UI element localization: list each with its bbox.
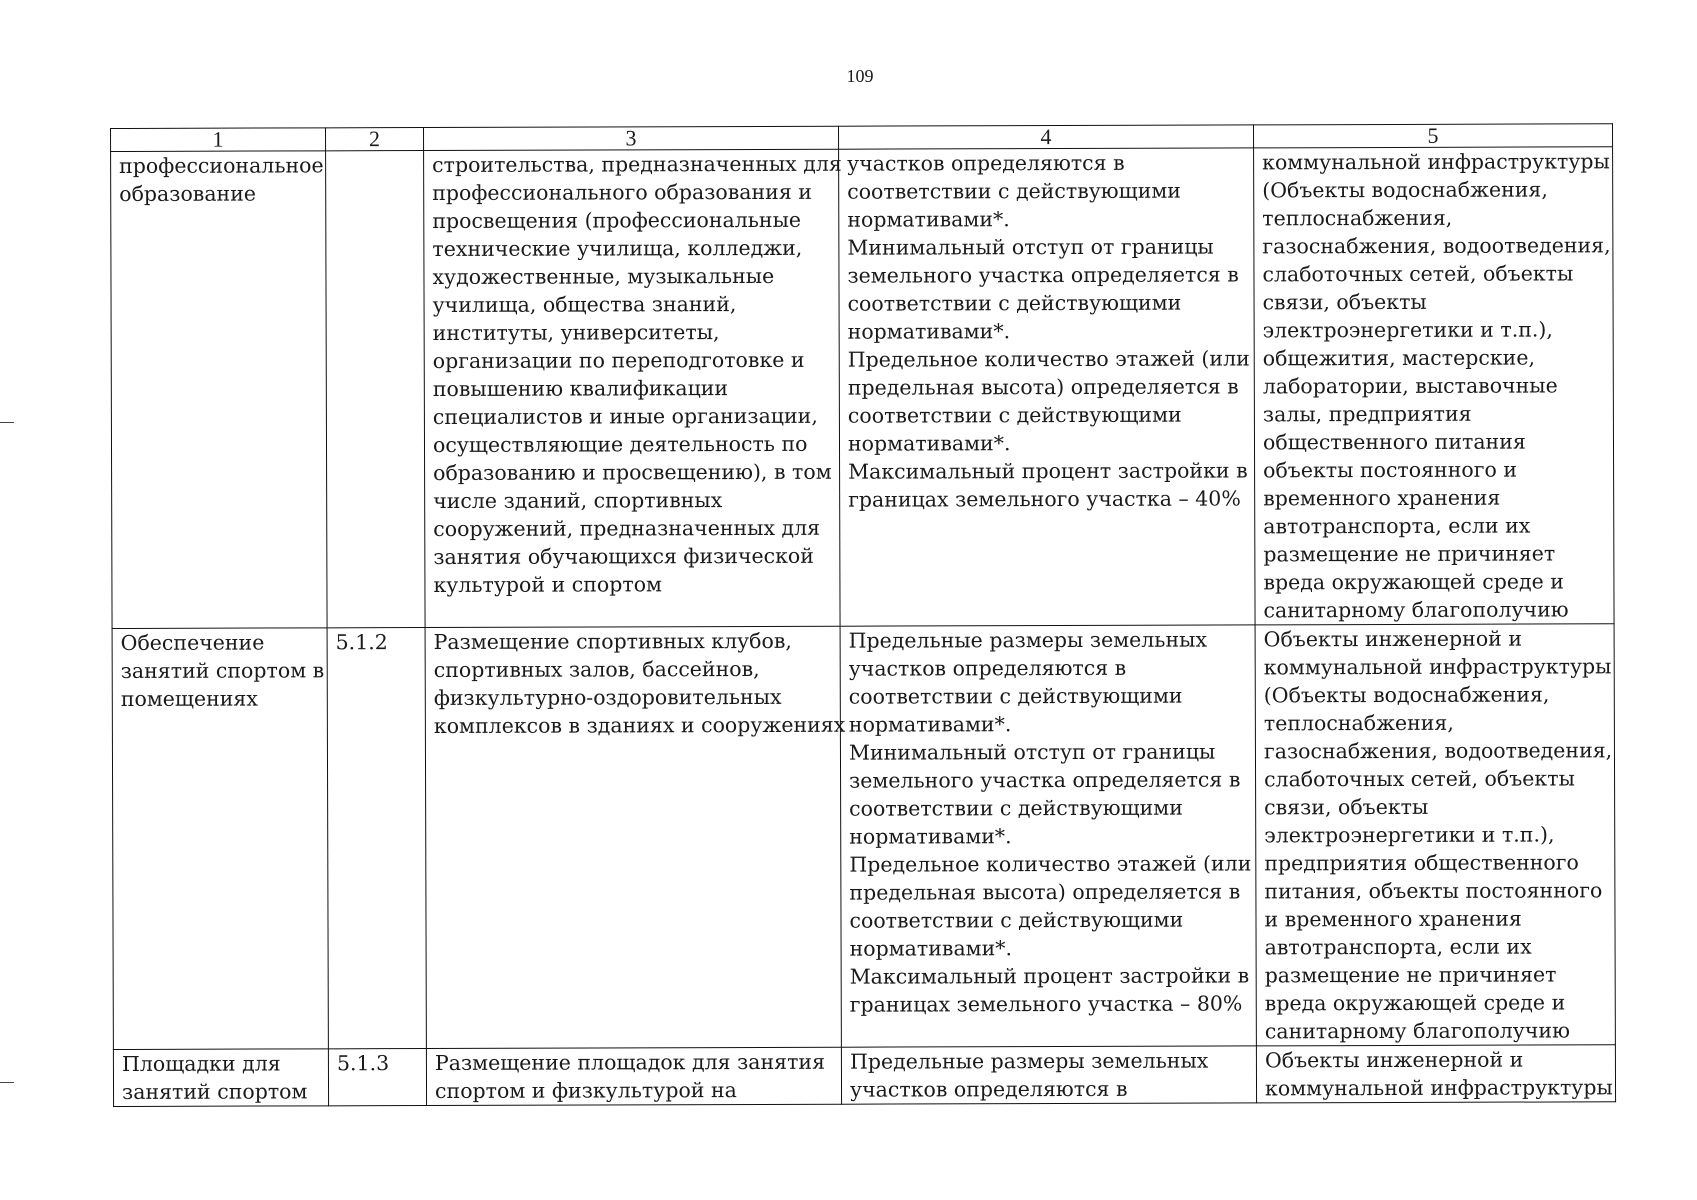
cell-text-line: соответствии с действующими (849, 907, 1184, 933)
cell-text-line: электроэнергетики и т.п.), (1264, 822, 1555, 848)
cell-text-line: соответствии с действующими (847, 290, 1182, 316)
cell-text-line: нормативами*. (849, 936, 1013, 961)
cell-text-line: вреда окружающей среде и (1264, 990, 1566, 1016)
column-header: 1 (111, 128, 326, 152)
cell-text-line: газоснабжения, водоотведения, (1262, 233, 1611, 259)
cell-text-line: участков определяются в (847, 150, 1125, 176)
cell-text-line: осуществляющие деятельность по (432, 431, 808, 457)
use-description-cell (426, 1047, 841, 1105)
use-name-cell (112, 628, 328, 1050)
cell-text-line: предельная высота) определяется в (847, 374, 1239, 400)
cell-text-line: занятий спортом в (120, 658, 325, 683)
cell-text-line: Предельные размеры земельных (848, 627, 1208, 653)
table-row (113, 1045, 1615, 1107)
auxiliary-uses-cell (1256, 1045, 1615, 1103)
cell-text-line: соответствии с действующими (847, 402, 1182, 428)
cell-text-line: Предельные размеры земельных (849, 1048, 1209, 1074)
cell-text-line: числе зданий, спортивных (433, 488, 723, 513)
cell-text-line: (Объекты водоснабжения, (1262, 177, 1548, 203)
cell-text-line: Площадки для (121, 1051, 281, 1076)
cell-text-line: соответствии с действующими (849, 795, 1183, 821)
cell-text-line: слаботочных сетей, объекты (1264, 766, 1575, 792)
cell-text-line: специалистов и иные организации, (432, 403, 818, 429)
cell-text-line: строительства, предназначенных для (432, 151, 842, 177)
cell-text-line: нормативами*. (847, 207, 1010, 232)
use-description-cell (425, 626, 846, 1048)
cell-text-line: образование (119, 181, 257, 206)
cell-text-line: училища, общества знаний, (432, 292, 737, 317)
cell-text-line: связи, объекты (1264, 794, 1429, 820)
cell-text-line: вреда окружающей среде и (1263, 569, 1564, 595)
cell-text-line: Размещение площадок для занятия (434, 1049, 826, 1075)
parameters-cell (841, 1046, 1256, 1104)
cell-text-line: (Объекты водоснабжения, (1263, 682, 1550, 708)
cell-text-line: и временного хранения (1264, 906, 1522, 932)
cell-text-line: профессиональное (119, 153, 324, 178)
column-header: 4 (838, 125, 1253, 149)
cell-text-line: слаботочных сетей, объекты (1262, 261, 1574, 287)
cell-text-line: временного хранения (1263, 485, 1501, 511)
cell-text-line: границах земельного участка – 40% (848, 486, 1241, 512)
cell-text-line: автотранспорта, если их (1264, 934, 1532, 960)
cell-text-line: культурой и спортом (433, 572, 663, 597)
cell-text-line: помещениях (120, 686, 258, 711)
scan-edge-mark (0, 1082, 14, 1083)
cell-text-line: питания, объекты постоянного (1264, 878, 1603, 904)
cell-text-line: профессионального образования и (432, 179, 812, 205)
cell-text-line: предприятия общественного (1264, 850, 1579, 876)
cell-text-line: размещение не причиняет (1263, 541, 1556, 567)
cell-text-line: Минимальный отступ от границы (848, 739, 1216, 765)
page-number: 109 (846, 66, 874, 86)
cell-text-line: соответствии с действующими (848, 683, 1183, 709)
cell-text-line: автотранспорта, если их (1263, 513, 1531, 539)
cell-text-line: участков определяются в (849, 1076, 1128, 1102)
regulation-table (110, 123, 1616, 1107)
cell-text-line: Минимальный отступ от границы (847, 234, 1214, 260)
cell-text-line: образованию и просвещению), в том (433, 459, 832, 485)
cell-text-line: занятий спортом (121, 1079, 308, 1104)
column-header: 3 (424, 126, 839, 150)
cell-text-line: нормативами*. (848, 712, 1012, 737)
cell-text-line: комплексов в зданиях и сооружениях (433, 712, 846, 738)
cell-text-line: художественные, музыкальные (432, 263, 775, 289)
table-row (111, 147, 1614, 629)
cell-text-line: земельного участка определяется в (849, 767, 1241, 793)
cell-text-line: коммунальной инфраструктуры (1264, 1075, 1613, 1101)
column-header: 2 (326, 128, 424, 151)
cell-text-line: спортом и физкультурой на (434, 1078, 737, 1103)
cell-text-line: санитарному благополучию (1264, 1018, 1570, 1044)
cell-text-line: коммунальной инфраструктуры (1263, 654, 1612, 680)
scan-edge-mark (0, 422, 14, 423)
cell-text-line: участков определяются в (848, 655, 1127, 681)
cell-text-line: Объекты инженерной и (1263, 626, 1523, 652)
cell-text-line: теплоснабжения, (1262, 205, 1453, 231)
cell-text-line: институты, университеты, (432, 320, 720, 345)
cell-text-line: коммунальной инфраструктуры (1262, 149, 1610, 175)
cell-text-line: Максимальный процент застройки в (848, 458, 1248, 484)
cell-text-line: Предельное количество этажей (или (849, 851, 1252, 877)
cell-text-line: земельного участка определяется в (847, 262, 1239, 288)
cell-text-line: нормативами*. (847, 431, 1011, 456)
cell-text-line: просвещения (профессиональные (432, 207, 802, 233)
cell-text-line: сооружений, предназначенных для (433, 515, 821, 541)
cell-text-line: повышению квалификации (432, 376, 729, 401)
cell-text-line: лаборатории, выставочные (1262, 373, 1558, 399)
cell-text-line: нормативами*. (849, 824, 1012, 849)
cell-text-line: санитарному благополучию (1263, 597, 1569, 623)
cell-text-line: границах земельного участка – 80% (849, 991, 1243, 1017)
auxiliary-uses-cell (1255, 624, 1615, 1046)
cell-text-line: связи, объекты (1262, 289, 1427, 315)
cell-text-line: Объекты инженерной и (1264, 1047, 1524, 1073)
cell-text-line: Обеспечение (120, 630, 265, 655)
cell-text-line: соответствии с действующими (847, 178, 1181, 204)
cell-text-line: спортивных залов, бассейнов, (433, 656, 760, 682)
cell-text-line: теплоснабжения, (1263, 710, 1454, 736)
use-name-cell (111, 151, 327, 629)
auxiliary-uses-cell (1254, 147, 1614, 625)
cell-text-line: электроэнергетики и т.п.), (1262, 317, 1553, 343)
table-row (112, 624, 1615, 1050)
cell-text-line: размещение не причиняет (1264, 962, 1557, 988)
cell-text-line: занятия обучающихся физической (433, 543, 814, 569)
cell-text-line: Предельное количество этажей (или (847, 346, 1250, 372)
cell-text-line: Размещение спортивных клубов, (433, 628, 792, 654)
cell-text-line: организации по переподготовке и (432, 347, 805, 373)
parameters-cell (840, 625, 1256, 1047)
cell-text-line: общежития, мастерские, (1262, 345, 1535, 371)
column-header: 5 (1253, 124, 1612, 148)
cell-text-line: Максимальный процент застройки в (849, 963, 1250, 989)
cell-text-line: технические училища, колледжи, (432, 235, 803, 261)
use-name-cell (113, 1049, 328, 1107)
cell-text-line: объекты постоянного и (1263, 457, 1518, 483)
cell-text-line: газоснабжения, водоотведения, (1263, 738, 1613, 764)
cell-text-line: залы, предприятия (1262, 401, 1472, 427)
use-code-cell (326, 151, 425, 628)
cell-text-line: предельная высота) определяется в (849, 879, 1241, 905)
use-description-cell (424, 149, 840, 627)
use-code-cell: 5.1.2 (327, 628, 426, 1049)
use-code-cell: 5.1.3 (328, 1049, 426, 1106)
cell-text-line: нормативами*. (847, 319, 1011, 344)
parameters-cell (839, 148, 1255, 626)
cell-text-line: физкультурно-оздоровительных (433, 684, 782, 710)
cell-text-line: общественного питания (1262, 429, 1526, 455)
